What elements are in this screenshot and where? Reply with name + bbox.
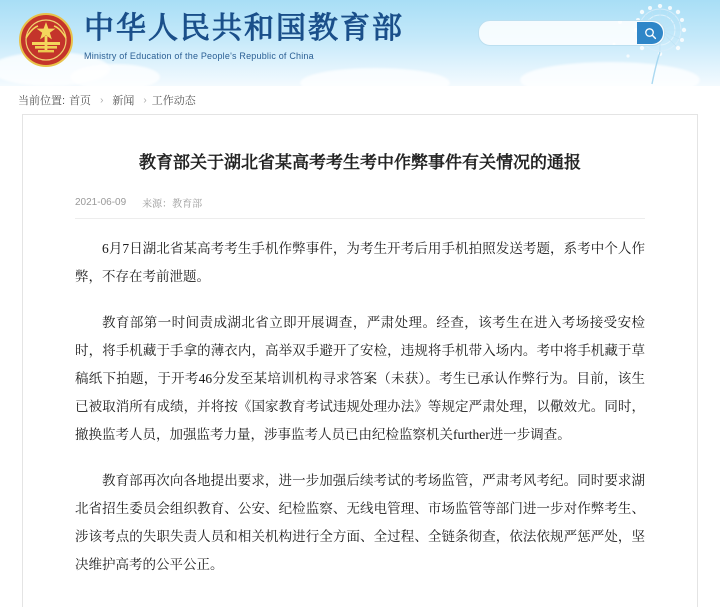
article-date: 2021-06-09 <box>75 197 127 208</box>
site-title-en: Ministry of Education of the People's Republic of China <box>84 51 314 61</box>
breadcrumb-item-current: 工作动态 <box>151 95 196 107</box>
article-paragraph: 教育部再次向各地提出要求，进一步加强后续考试的考场监管，严肃考风考纪。同时要求湖北省招生委员会组织教育、公安、纪检监察、无线电管理、市场监管等部门进一步对作弊考生、涉该考点的失职失责人员和相关机构进行全方面、全过程、全链条彻查，依法依规严惩严处，坚决维护高考的公平公正。 <box>75 473 645 572</box>
site-title-block <box>84 10 404 61</box>
cloud-decoration <box>70 64 160 86</box>
site-header <box>0 0 720 86</box>
page-title: 教育部关于湖北省某高考考生考中作弊事件有关情况的通报 <box>139 153 581 172</box>
breadcrumb-label: 当前位置: <box>18 95 66 107</box>
article-paragraph: 6月7日湖北省某高考考生手机作弊事件，为考生开考后用手机拍照发送考题，系考中个人作弊，不存在考前泄题。 <box>75 241 645 284</box>
search-icon <box>644 27 657 40</box>
national-emblem-icon <box>18 12 74 68</box>
article-source: 来源：教育部 <box>142 199 203 210</box>
breadcrumb-separator-icon: › <box>100 94 104 106</box>
breadcrumb <box>0 86 720 114</box>
search-button[interactable] <box>637 22 663 44</box>
article-paragraph: 教育部第一时间责成湖北省立即开展调查，严肃处理。经查，该考生在进入考场接受安检时，将手机藏于手拿的薄衣内，高举双手避开了安检，违规将手机带入场内。考中将手机藏于草稿纸下拍题，于开考46分发至某培训机构寻求答案（未获）。考生已承认作弊行为。目前，该生已被取消所有成绩，并将按《国家教育考试违规处理办法》等规定严肃处理，以儆效尤。同时，撤换监考人员，加强监考力量，涉事监考人员已由纪检监察机关further进一步调查。 <box>75 315 645 442</box>
article-meta <box>75 195 645 219</box>
cloud-decoration <box>300 68 450 86</box>
breadcrumb-separator-icon: › <box>143 94 147 106</box>
site-title-cn: 中华人民共和国教育部 <box>84 12 404 45</box>
search-box[interactable] <box>478 20 665 46</box>
content-wrapper <box>0 114 720 607</box>
search-input[interactable] <box>479 27 637 39</box>
breadcrumb-item-home[interactable]: 首页 <box>69 95 92 107</box>
article-card <box>22 114 698 607</box>
article-body <box>75 235 645 579</box>
breadcrumb-item-news[interactable]: 新闻 <box>112 95 135 107</box>
